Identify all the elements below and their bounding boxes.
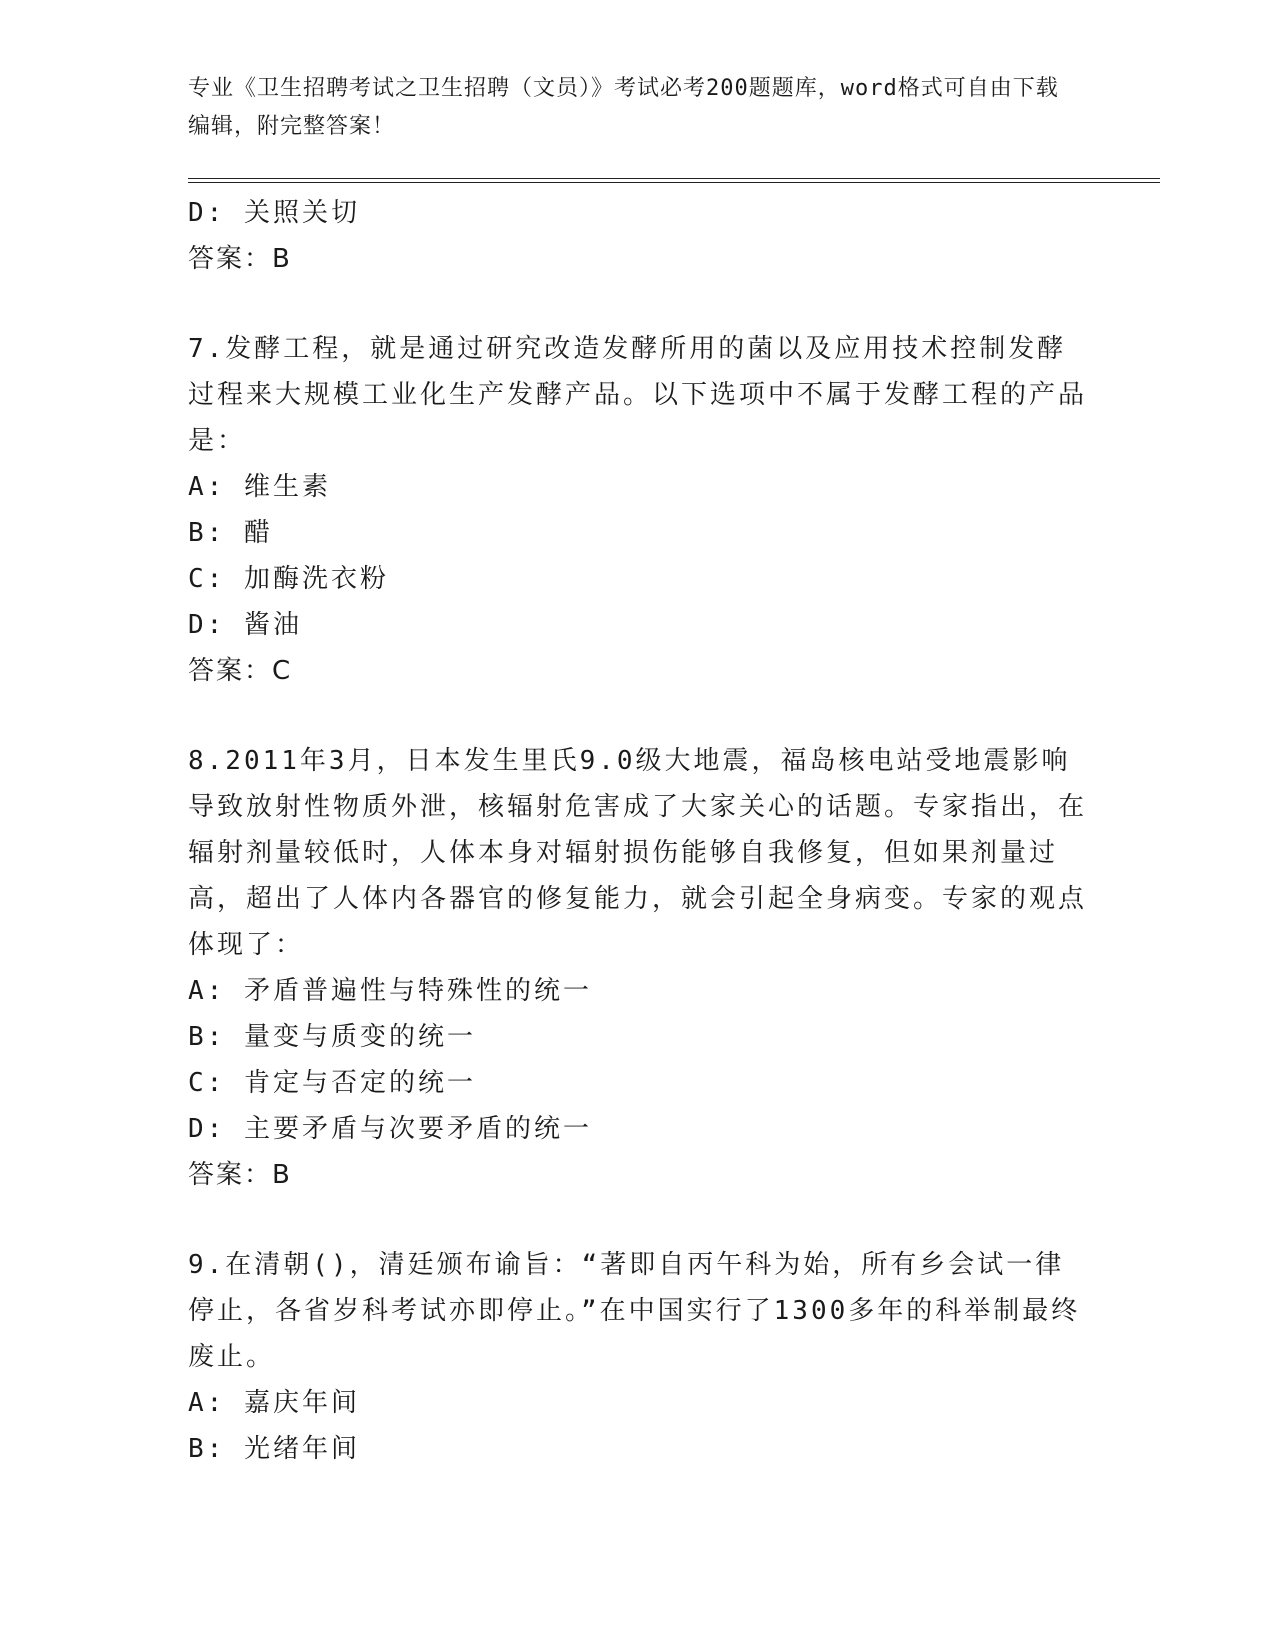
document-body	[188, 190, 1088, 1472]
question-8	[188, 738, 1088, 1198]
question-text: 9.在清朝()，清廷颁布谕旨：“著即自丙午科为始，所有乡会试一律停止，各省岁科考试亦即停止。”在中国实行了1300多年的科举制最终废止。	[188, 1250, 1081, 1372]
option-d: D: 酱油	[188, 610, 302, 640]
question-text: 7.发酵工程，就是通过研究改造发酵所用的菌以及应用技术控制发酵过程来大规模工业化生产发酵产品。以下选项中不属于发酵工程的产品是：	[188, 334, 1088, 456]
previous-question-tail	[188, 190, 1088, 282]
question-9	[188, 1242, 1088, 1472]
option-d: D: 关照关切	[188, 198, 360, 228]
question-text: 8.2011年3月，日本发生里氏9.0级大地震，福岛核电站受地震影响导致放射性物质外泄，核辐射危害成了大家关心的话题。专家指出，在辐射剂量较低时，人体本身对辐射损伤能够自我修复，但如果剂量过高，超出了人体内各器官的修复能力，就会引起全身病变。专家的观点体现了：	[188, 746, 1088, 960]
question-7	[188, 326, 1088, 694]
option-b: B: 光绪年间	[188, 1434, 360, 1464]
option-c: C: 加酶洗衣粉	[188, 564, 389, 594]
option-b: B: 醋	[188, 518, 273, 548]
option-a: A: 嘉庆年间	[188, 1388, 360, 1418]
option-a: A: 维生素	[188, 472, 331, 502]
option-d: D: 主要矛盾与次要矛盾的统一	[188, 1114, 592, 1144]
answer: 答案：C	[188, 656, 293, 686]
option-c: C: 肯定与否定的统一	[188, 1068, 476, 1098]
answer: 答案：B	[188, 1160, 292, 1190]
option-b: B: 量变与质变的统一	[188, 1022, 476, 1052]
answer: 答案：B	[188, 244, 292, 274]
option-a: A: 矛盾普遍性与特殊性的统一	[188, 976, 592, 1006]
page-header: 专业《卫生招聘考试之卫生招聘（文员）》考试必考200题题库，word格式可自由下载编辑，附完整答案！	[188, 76, 1059, 139]
header-divider	[188, 178, 1160, 183]
